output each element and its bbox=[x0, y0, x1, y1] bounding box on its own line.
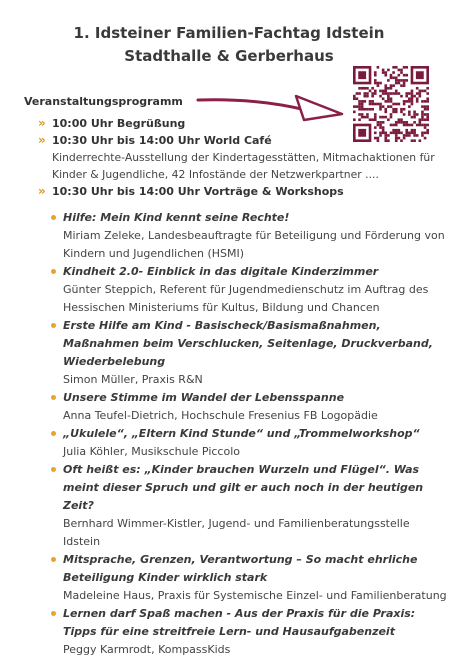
bullet-dot-icon bbox=[51, 215, 56, 220]
title-line-2: Stadthalle & Gerberhaus bbox=[124, 47, 334, 65]
talk-speaker: Simon Müller, Praxis R&N bbox=[63, 373, 203, 386]
talk-title: Oft heißt es: „Kinder brauchen Wurzeln und Flügel“. Was meint dieser Spruch und gilt er auch noch in der heutigen Zeit? bbox=[63, 463, 424, 512]
list-item bbox=[51, 425, 447, 461]
list-item bbox=[51, 461, 447, 551]
bullet-dot-icon bbox=[51, 323, 56, 328]
chevron-double-right-icon: » bbox=[38, 116, 46, 130]
list-item bbox=[51, 209, 447, 263]
bullet-dot-icon bbox=[51, 467, 56, 472]
bullet-dot-icon bbox=[51, 611, 56, 616]
program-time: 10:30 Uhr bis 14:00 Uhr World Café bbox=[52, 134, 272, 147]
list-item bbox=[51, 605, 447, 659]
program-item bbox=[38, 132, 448, 183]
talk-speaker: Bernhard Wimmer-Kistler, Jugend- und Familienberatungsstelle Idstein bbox=[63, 517, 410, 548]
program-time: 10:00 Uhr Begrüßung bbox=[52, 117, 186, 130]
list-item bbox=[51, 263, 447, 317]
talk-title: Lernen darf Spaß machen - Aus der Praxis für die Praxis: Tipps für eine streitfreie Lern- und Hausaufgabenzeit bbox=[63, 607, 416, 638]
talk-speaker: Peggy Karmrodt, KompassKids bbox=[63, 643, 231, 656]
list-item bbox=[51, 317, 447, 389]
list-item bbox=[51, 389, 447, 425]
talk-speaker: Julia Köhler, Musikschule Piccolo bbox=[63, 445, 240, 458]
talk-speaker: Miriam Zeleke, Landesbeauftragte für Beteiligung und Förderung von Kindern und Jugendlichen (HSMI) bbox=[63, 229, 445, 260]
chevron-double-right-icon: » bbox=[38, 133, 46, 147]
talk-title: Hilfe: Mein Kind kennt seine Rechte! bbox=[63, 211, 290, 224]
program-heading: Veranstaltungsprogramm bbox=[24, 95, 183, 108]
bullet-dot-icon bbox=[51, 557, 56, 562]
program-time: 10:30 Uhr bis 14:00 Uhr Vorträge & Workshops bbox=[52, 185, 344, 198]
title-line-1: 1. Idsteiner Familien-Fachtag Idstein bbox=[73, 24, 385, 42]
talk-title: „Ukulele“, „Eltern Kind Stunde“ und „Trommelworkshop“ bbox=[63, 427, 420, 440]
talk-speaker: Anna Teufel-Dietrich, Hochschule Fresenius FB Logopädie bbox=[63, 409, 378, 422]
program-description: Kinderrechte-Ausstellung der Kindertagesstätten, Mitmachaktionen für Kinder & Jugendliche, 42 Infostände der Netzwerkpartner .... bbox=[52, 151, 435, 181]
talk-title: Erste Hilfe am Kind - Basischeck/Basismaßnahmen, Maßnahmen beim Verschlucken, Seitenlage, Druckverband, Wiederbelebung bbox=[63, 319, 433, 368]
chevron-double-right-icon: » bbox=[38, 184, 46, 198]
talk-speaker: Madeleine Haus, Praxis für Systemische Einzel- und Familienberatung bbox=[63, 589, 447, 602]
page-title bbox=[0, 22, 458, 68]
program-list bbox=[38, 115, 448, 200]
list-item bbox=[51, 551, 447, 605]
program-item bbox=[38, 115, 448, 132]
talk-title: Kindheit 2.0- Einblick in das digitale Kinderzimmer bbox=[63, 265, 379, 278]
program-item bbox=[38, 183, 448, 200]
talk-list bbox=[51, 209, 447, 659]
talk-title: Unsere Stimme im Wandel der Lebensspanne bbox=[63, 391, 345, 404]
talk-title: Mitsprache, Grenzen, Verantwortung – So macht ehrliche Beteiligung Kinder wirklich stark bbox=[63, 553, 418, 584]
bullet-dot-icon bbox=[51, 431, 56, 436]
talk-speaker: Günter Steppich, Referent für Jugendmedienschutz im Auftrag des Hessischen Ministeriums für Kultus, Bildung und Chancen bbox=[63, 283, 429, 314]
bullet-dot-icon bbox=[51, 269, 56, 274]
bullet-dot-icon bbox=[51, 395, 56, 400]
